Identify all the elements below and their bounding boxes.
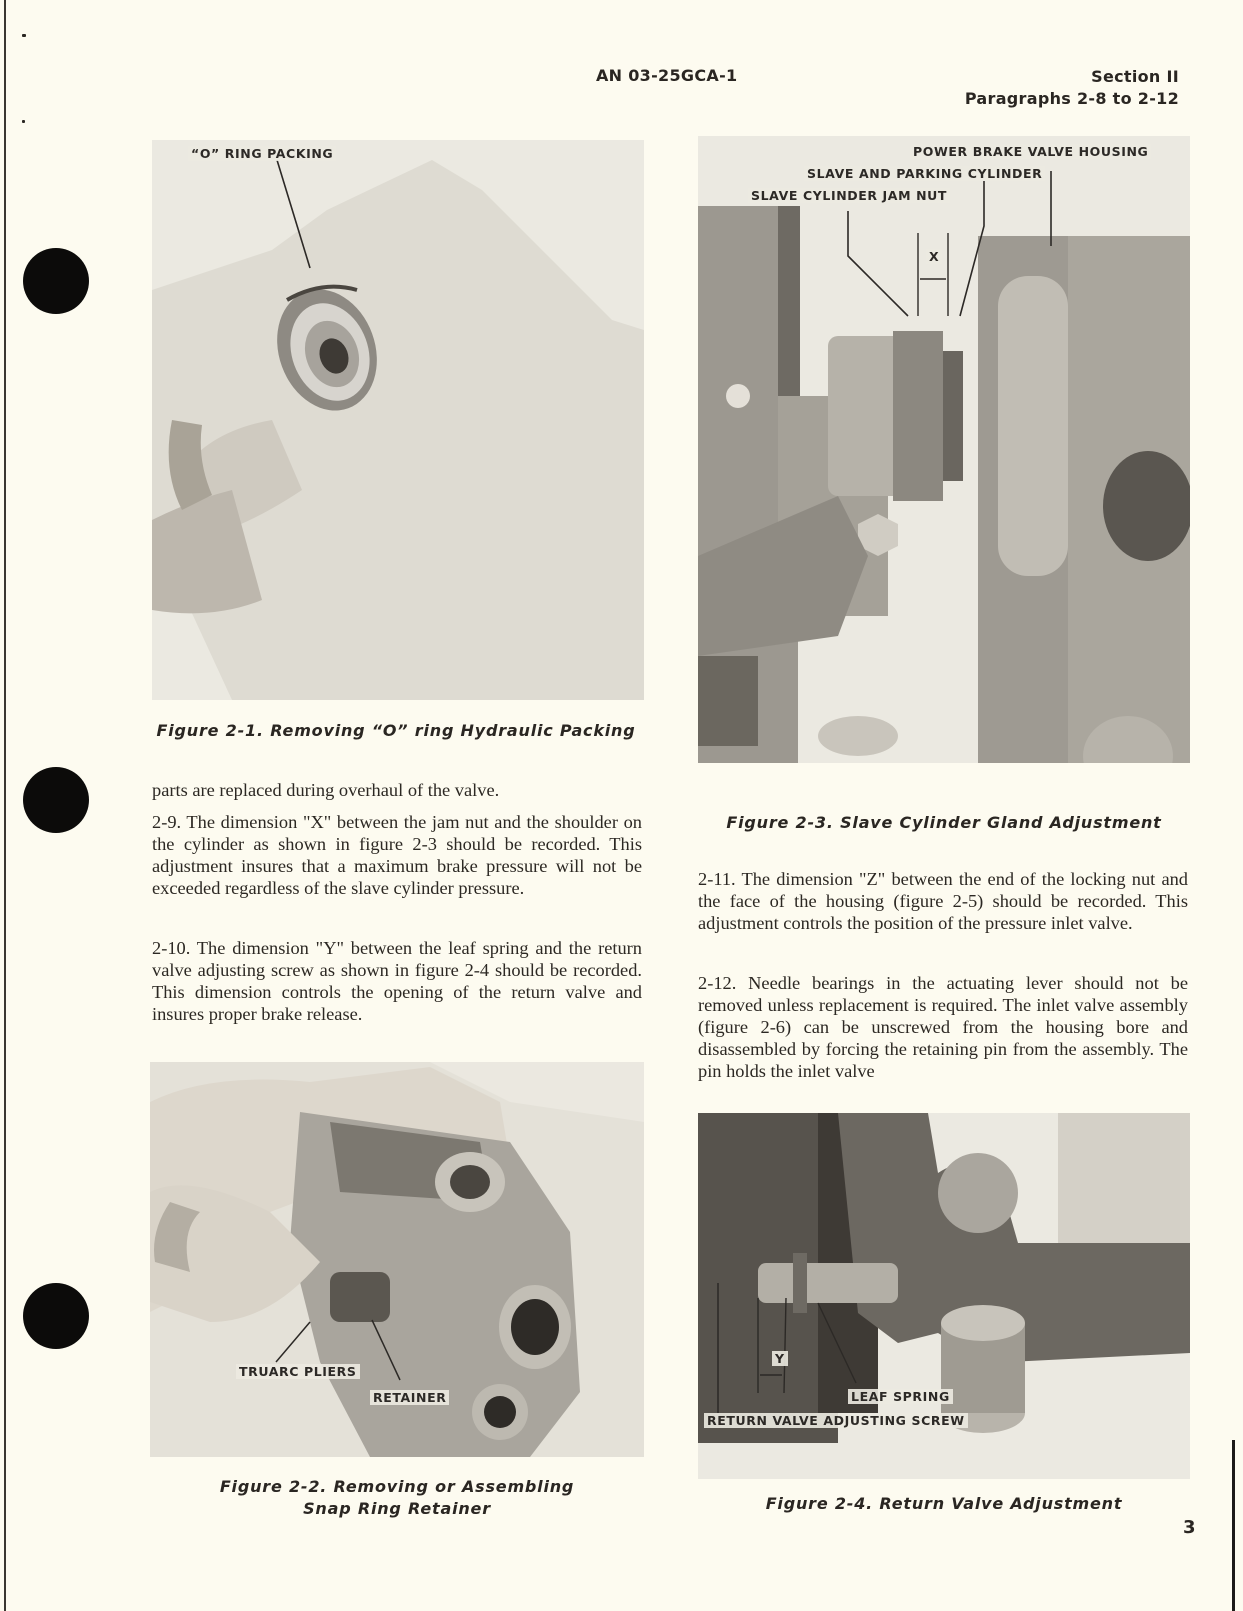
section-label: Section II (1091, 67, 1179, 86)
callout-retainer: RETAINER (370, 1390, 449, 1405)
callout-slave-cylinder-jam-nut: SLAVE CYLINDER JAM NUT (748, 188, 950, 203)
figure-2-2-caption (150, 1476, 644, 1520)
figure-2-2-caption-line1: Figure 2-2. Removing or Assembling (219, 1477, 575, 1496)
page-number: 3 (1183, 1517, 1196, 1538)
callout-o-ring-packing: “O” RING PACKING (188, 146, 336, 161)
figure-2-3-caption: Figure 2-3. Slave Cylinder Gland Adjustment (726, 813, 1162, 832)
figure-2-1-photo (152, 140, 644, 700)
callout-truarc-pliers: TRUARC PLIERS (236, 1364, 360, 1379)
page-edge (1232, 1440, 1235, 1611)
figure-2-3-photo (698, 136, 1190, 763)
paragraph-2-11: 2-11. The dimension "Z" between the end of the locking nut and the face of the housing (figure 2-5) should be recorded. This adjustment controls the position of the pressure inlet valve. (698, 869, 1188, 933)
callout-dimension-x: X (926, 249, 942, 264)
callout-power-brake-valve-housing: POWER BRAKE VALVE HOUSING (910, 144, 1151, 159)
section-header (965, 66, 1179, 110)
paragraphs-range: Paragraphs 2-8 to 2-12 (964, 89, 1179, 108)
callout-return-valve-adjusting-screw: RETURN VALVE ADJUSTING SCREW (704, 1413, 968, 1428)
callout-dimension-y: Y (772, 1351, 788, 1366)
callout-leaf-spring: LEAF SPRING (848, 1389, 953, 1404)
binder-hole (23, 1283, 89, 1349)
figure-2-1-caption: Figure 2-1. Removing “O” ring Hydraulic Packing (156, 721, 636, 740)
figure-2-4-photo (698, 1113, 1190, 1479)
page-edge (4, 0, 6, 1611)
callout-slave-and-parking-cylinder: SLAVE AND PARKING CYLINDER (804, 166, 1045, 181)
document-number: AN 03-25GCA-1 (596, 66, 738, 85)
figure-2-2-caption-line2: Snap Ring Retainer (303, 1499, 491, 1518)
paragraph-2-10: 2-10. The dimension "Y" between the leaf spring and the return valve adjusting screw as shown in figure 2-4 should be recorded. This dimension controls the opening of the return valve and insures proper brake release. (152, 938, 642, 1024)
binder-hole (23, 767, 89, 833)
figure-2-4-caption: Figure 2-4. Return Valve Adjustment (765, 1494, 1123, 1513)
scan-speck (22, 120, 25, 123)
scan-speck (22, 34, 26, 37)
paragraph-2-9: 2-9. The dimension "X" between the jam nut and the shoulder on the cylinder as shown in figure 2-3 should be recorded. This adjustment insures that a maximum brake pressure will not be exceeded regardless of the slave cylinder pressure. (152, 812, 642, 898)
binder-hole (23, 248, 89, 314)
paragraph-2-8-continued: parts are replaced during overhaul of the valve. (152, 780, 500, 800)
paragraph-2-12: 2-12. Needle bearings in the actuating lever should not be removed unless replacement is required. The inlet valve assembly (figure 2-6) can be unscrewed from the housing bore and disassembled by forcing the retaining pin from the assembly. The pin holds the inlet valve (698, 973, 1188, 1081)
figure-2-2-photo (150, 1062, 644, 1457)
